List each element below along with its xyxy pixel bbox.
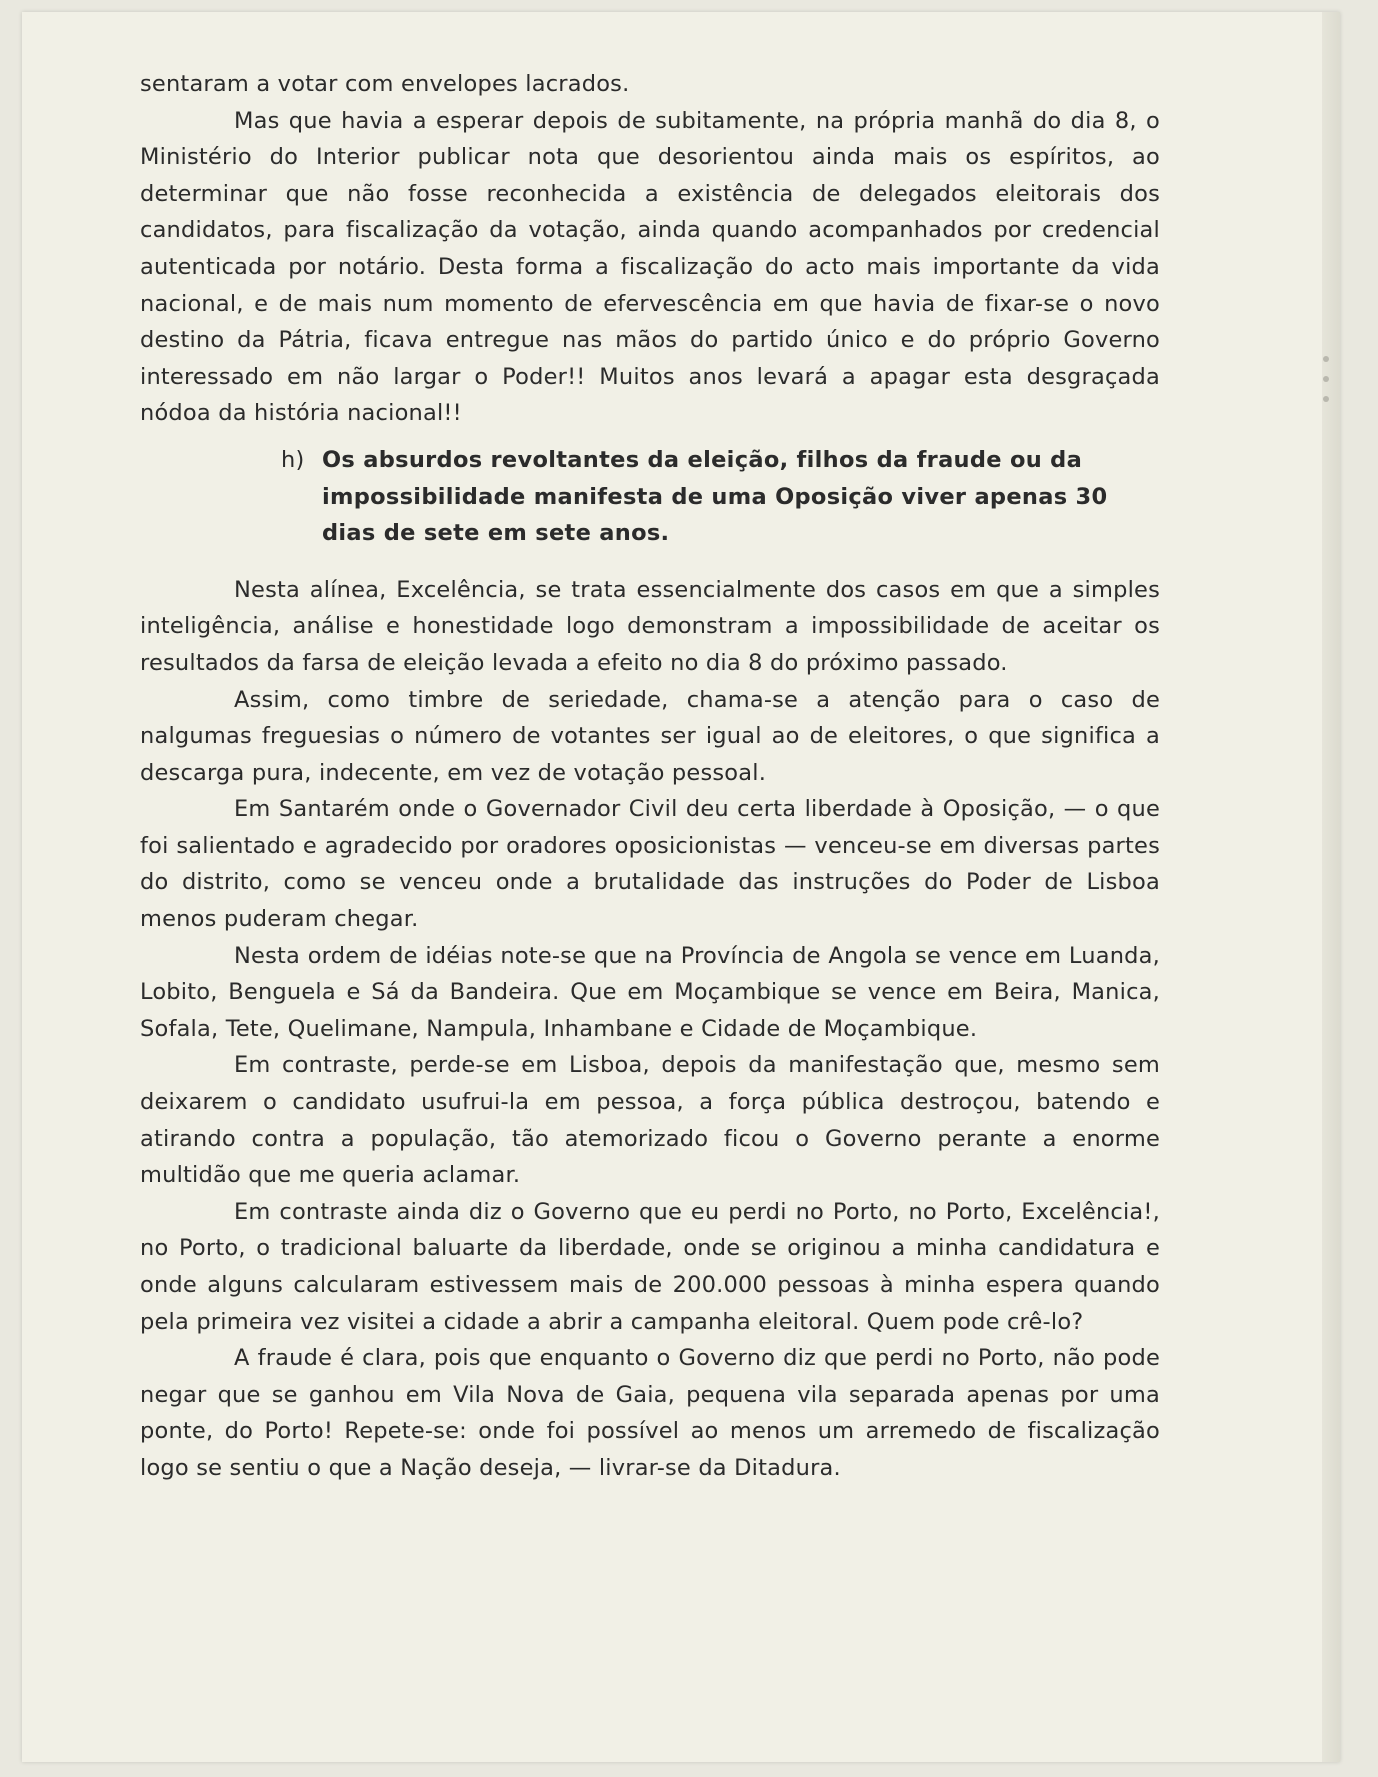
binding-hole	[1323, 356, 1329, 362]
paragraph-lisboa: Em contraste, perde-se em Lisboa, depois da manifestação que, mesmo sem deixarem o candidato usufrui-la em pessoa, a força pública destroçou, batendo e atirando contra a população, tão atemorizado ficou o Governo perante a enorme multidão que me queria aclamar.	[140, 1052, 1160, 1189]
binding-hole	[1323, 396, 1329, 402]
page-edge-fold	[1322, 12, 1340, 1762]
paragraph-fraude: A fraude é clara, pois que enquanto o Governo diz que perdi no Porto, não pode negar que se ganhou em Vila Nova de Gaia, pequena vila separada apenas por uma ponte, do Porto! Repete-se: onde foi possível ao menos um arremedo de fiscalização logo se sentiu o que a Nação deseja, — livrar-se da Ditadura.	[140, 1345, 1160, 1481]
paragraph-freguesias: Assim, como timbre de seriedade, chama-se a atenção para o caso de nalgumas freguesias o número de votantes ser igual ao de eleitores, o que significa a descarga pura, indecente, em vez de votação pessoal.	[140, 686, 1160, 786]
paragraph-porto: Em contraste ainda diz o Governo que eu perdi no Porto, no Porto, Excelência!, no Porto, o tradicional baluarte da liberdade, onde se originou a minha candidatura e onde alguns calcularam estivessem mais de 200.000 pessoas à minha espera quando pela primeira vez visitei a cidade a abrir a campanha eleitoral. Quem pode crê-lo?	[140, 1198, 1160, 1335]
paragraph-santarem: Em Santarém onde o Governador Civil deu certa liberdade à Oposição, — o que foi salientado e agradecido por oradores oposicionistas — venceu-se em diversas partes do distrito, como se venceu onde a brutalidade das instruções do Poder de Lisboa menos puderam chegar.	[140, 796, 1160, 933]
paragraph-continuation: sentaram a votar com envelopes lacrados.	[140, 71, 630, 97]
list-item-letter: h)	[281, 446, 305, 473]
document-body	[140, 66, 1160, 1487]
paragraph-ministerio: Mas que havia a esperar depois de subitamente, na própria manhã do dia 8, o Ministério do Interior publicar nota que desorientou ainda mais os espíritos, ao determinar que não fosse reconhecida a existência de delegados eleitorais dos candidatos, para fiscalização da votação, ainda quando acompanhados por credencial autenticada por notário. Desta forma a fiscalização do acto mais importante da vida nacional, e de mais num momento de efervescência em que havia de fixar-se o novo destino da Pátria, ficava entregue nas mãos do partido único e do próprio Governo interessado em não largar o Poder!! Muitos anos levará a apagar esta desgraçada nódoa da história nacional!!	[140, 107, 1160, 427]
list-item-heading: Os absurdos revoltantes da eleição, filhos da fraude ou da impossibilidade manifesta de uma Oposição viver apenas 30 dias de sete em sete anos.	[322, 446, 1108, 547]
binding-hole	[1323, 376, 1329, 382]
binding-holes	[1320, 342, 1332, 462]
paragraph-angola-mocambique: Nesta ordem de idéias note-se que na Província de Angola se vence em Luanda, Lobito, Benguela e Sá da Bandeira. Que em Moçambique se vence em Beira, Manica, Sofala, Tete, Quelimane, Nampula, Inhambane e Cidade de Moçambique.	[140, 942, 1160, 1042]
list-item-h	[140, 442, 1160, 552]
paragraph-alinea: Nesta alínea, Excelência, se trata essencialmente dos casos em que a simples inteligência, análise e honestidade logo demonstram a impossibilidade de aceitar os resultados da farsa de eleição levada a efeito no dia 8 do próximo passado.	[140, 576, 1160, 676]
